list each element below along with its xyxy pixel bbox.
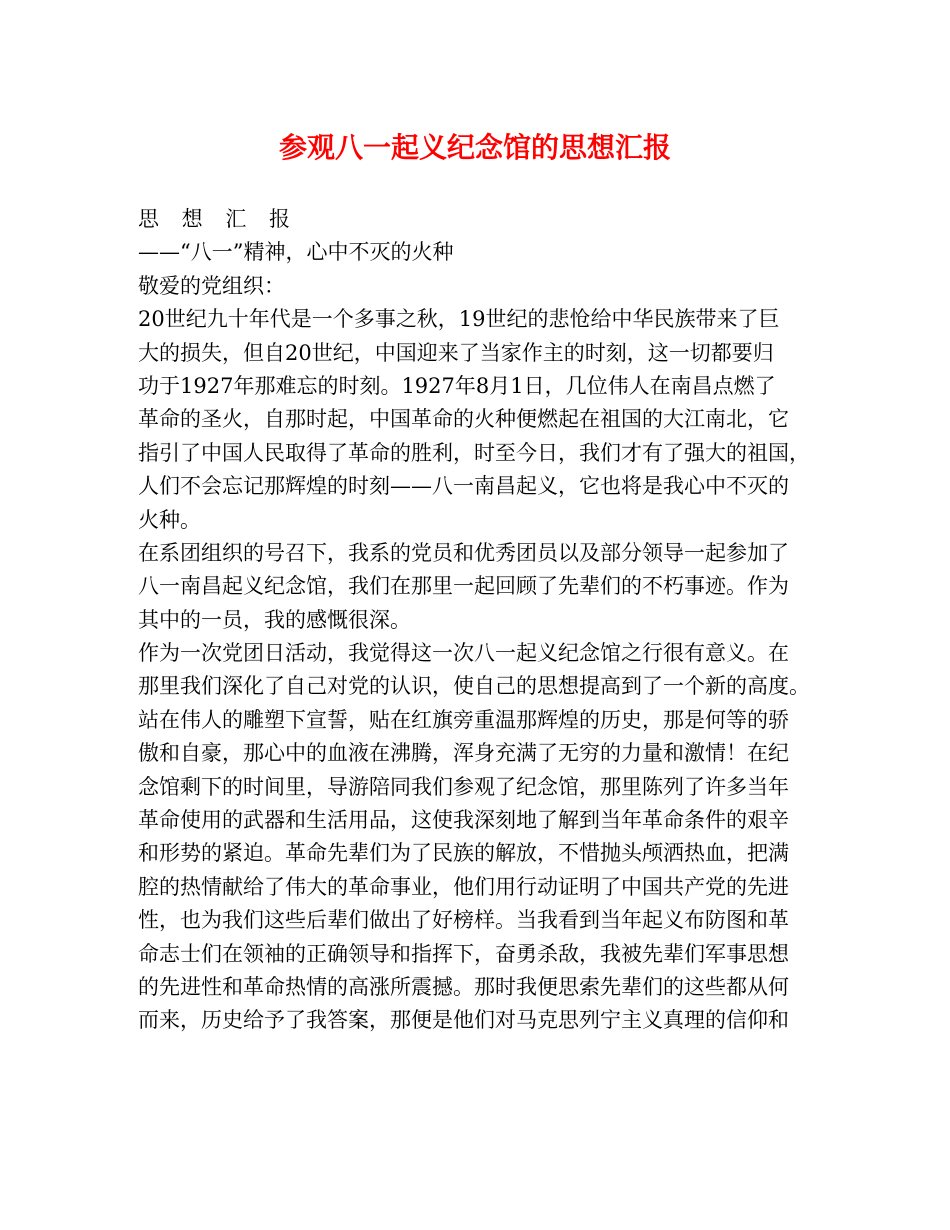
text-line: 功于1927年那难忘的时刻。1927年8月1日，几位伟人在南昌点燃了 — [138, 373, 776, 398]
text-line: 指引了中国人民取得了革命的胜利，时至今日，我们才有了强大的祖国， — [138, 440, 810, 465]
text-line: 性，也为我们这些后辈们做出了好榜样。当我看到当年起义布防图和革 — [138, 908, 789, 933]
report-subtitle: ——“八一”精神，心中不灭的火种 — [138, 240, 454, 265]
text-line: 和形势的紧迫。革命先辈们为了民族的解放，不惜抛头颅洒热血，把满 — [138, 841, 789, 866]
document-body — [138, 203, 828, 1038]
text-line: 而来，历史给予了我答案，那便是他们对马克思列宁主义真理的信仰和 — [138, 1008, 789, 1033]
text-line: 站在伟人的雕塑下宣誓，贴在红旗旁重温那辉煌的历史，那是何等的骄 — [138, 707, 789, 732]
report-heading: 思 想 汇 报 — [138, 207, 299, 231]
text-line: 革命使用的武器和生活用品，这使我深刻地了解到当年革命条件的艰辛 — [138, 808, 789, 833]
text-line: 八一南昌起义纪念馆，我们在那里一起回顾了先辈们的不朽事迹。作为 — [138, 574, 789, 599]
salutation: 敬爱的党组织： — [138, 273, 285, 298]
text-line: 的先进性和革命热情的高涨所震撼。那时我便思索先辈们的这些都从何 — [138, 974, 789, 999]
text-line: 那里我们深化了自己对党的认识，使自己的思想提高到了一个新的高度。 — [138, 674, 810, 699]
text-line: 人们不会忘记那辉煌的时刻——八一南昌起义，它也将是我心中不灭的 — [138, 474, 789, 499]
text-line: 革命的圣火，自那时起，中国革命的火种便燃起在祖国的大江南北，它 — [138, 407, 789, 432]
text-line: 20世纪九十年代是一个多事之秋，19世纪的悲怆给中华民族带来了巨 — [138, 307, 780, 332]
text-line: 腔的热情献给了伟大的革命事业，他们用行动证明了中国共产党的先进 — [138, 874, 789, 899]
text-line: 作为一次党团日活动，我觉得这一次八一起义纪念馆之行很有意义。在 — [138, 641, 789, 666]
text-line: 火种。 — [138, 507, 201, 532]
text-line: 命志士们在领袖的正确领导和指挥下，奋勇杀敌，我被先辈们军事思想 — [138, 941, 789, 966]
text-line: 其中的一员，我的感慨很深。 — [138, 607, 411, 632]
document-title: 参观八一起义纪念馆的思想汇报 — [278, 131, 671, 164]
text-line: 傲和自豪，那心中的血液在沸腾，浑身充满了无穷的力量和激情！在纪 — [138, 741, 789, 766]
text-line: 在系团组织的号召下，我系的党员和优秀团员以及部分领导一起参加了 — [138, 540, 789, 565]
text-line: 念馆剩下的时间里，导游陪同我们参观了纪念馆，那里陈列了许多当年 — [138, 774, 789, 799]
text-line: 大的损失，但自20世纪，中国迎来了当家作主的时刻，这一切都要归 — [138, 340, 774, 365]
